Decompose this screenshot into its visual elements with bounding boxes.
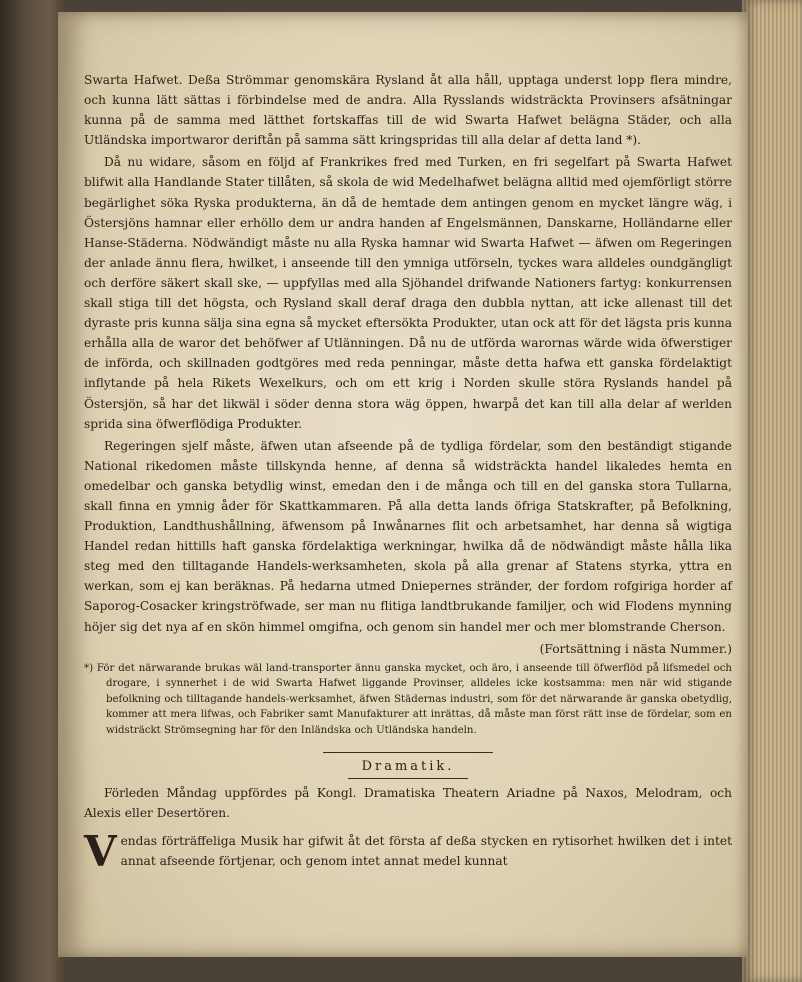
continuation-note: (Fortsättning i nästa Nummer.) — [539, 641, 732, 656]
book-spine — [0, 0, 66, 982]
section-heading: Dramatik. — [361, 758, 455, 774]
footnote: *) För det närwarande brukas wäl land-transporter ännu ganska mycket, och äro, i anseende till öfwerflöd på lifsmedel och drogare, i synnerhet i de wid Swarta Hafwet liggande Provinser, alldeles icke kostsamma: men när wid stigande befolkning och tilltagande handels-werksamhet, äfwen Städernas industri, som för det närwarande är ganska obetydlig, kommer att mera lifwas, och Fabriker samt Manufakturer att inrättas, då måste man först rätt inse de fördelar, som en widsträckt Strömsegning har för den Inländska och Utländska handeln. — [84, 662, 732, 736]
page-edges — [742, 0, 802, 982]
page-text — [84, 70, 732, 876]
final-paragraph-text: endas förträffeliga Musik har gifwit åt det första af deßa stycken en rytisorhet hwilken det i intet annat afseende förtjenar, och genom intet annat medel kunnat — [120, 833, 732, 868]
theatre-notice: Förleden Måndag uppfördes på Kongl. Dramatiska Theatern Ariadne på Naxos, Melodram, och Alexis eller Desertören. — [84, 785, 732, 820]
heading-underline — [348, 778, 468, 779]
book-page — [58, 12, 748, 957]
paragraph-3: Regeringen sjelf måste, äfwen utan afseende på de tydliga fördelar, som den beständigt stigande National rikedomen måste tillskynda henne, af denna så widsträckta handel likaledes hemta en omedelbar och ganska betydlig winst, emedan den i de många och till en del ganska stora Tullarna, skall finna en ymnig åder för Skattkammaren. På alla detta lands öfriga Statskrafter, på Befolkning, Produktion, Landthushållning, äfwensom på Inwånarnes flit och arbetsamhet, har denna så wigtiga Handel redan hittills haft ganska fördelaktiga werkningar, hwilka då de nödwändigt måste hålla lika steg med den tilltagande Handels-werksamheten, skola på alla grenar af Statens styrka, yttra en werkan, som ej kan beräknas. På hedarna utmed Dniepernes stränder, der fordom rofgiriga horder af Saporog-Cosacker kringströfwade, ser man nu flitiga landtbrukande familjer, och wid Flodens mynning höjer sig det nya af en skön himmel omgifna, och genom sin handel mer och mer blomstrande Cherson. — [84, 438, 732, 634]
final-paragraph — [84, 826, 732, 876]
section-divider — [323, 752, 493, 753]
paragraph-1: Swarta Hafwet. Deßa Strömmar genomskära Rysland åt alla håll, upptaga underst lopp flera mindre, och kunna lätt sättas i förbindelse med de andra. Alla Rysslands widsträckta Provinsers afsätningar kunna på de samma med lätthet fortskaffas till de wid Swarta Hafwet belägna Städer, och alla Utländska importwaror deriftån på samma sätt kringspridas till alla delar af detta land *). — [84, 73, 732, 148]
paragraph-2: Då nu widare, såsom en följd af Frankrikes fred med Turken, en fri segelfart på Swarta Hafwet blifwit alla Handlande Stater tillåten, så skola de wid Medelhafwet belägna alltid med ojemförligt större begärlighet söka Ryska produkterna, än då de hemtade dem antingen genom en mycket längre wäg, i Östersjöns hamnar eller erhöllo dem ur andra handen af Engelsmännen, Danskarne, Holländarne eller Hanse-Städerna. Nödwändigt måste nu alla Ryska hamnar wid Swarta Hafwet — äfwen om Regeringen der anlade ännu flera, hwilket, i anseende till den ymniga utförseln, tyckes wara alldeles oundgängligt och derföre säkert skall ske, — uppfyllas med alla Sjöhandel drifwande Nationers fartyg: konkurrensen skall stiga till det högsta, och Rysland skall deraf draga den dubbla nyttan, att icke allenast till det dyraste pris kunna sälja sina egna så mycket eftersökta Produkter, utan ock att för det lägsta pris kunna erhålla alla de waror det behöfwer af Utlänningen. Då nu de utförda warornas wärde wida öfwerstiger de införda, och skillnaden godtgöres med reda penningar, måste detta hafwa ett ganska fördelaktigt inflytande på hela Rikets Wexelkurs, och om ett krig i Norden skulle störa Ryslands handel på Östersjön, så har det likwäl i söder denna stora wäg öppen, hwarpå det kan till alla delar af werlden sprida sina öfwerflödiga Produkter. — [84, 155, 732, 431]
drop-cap: V — [84, 826, 117, 876]
